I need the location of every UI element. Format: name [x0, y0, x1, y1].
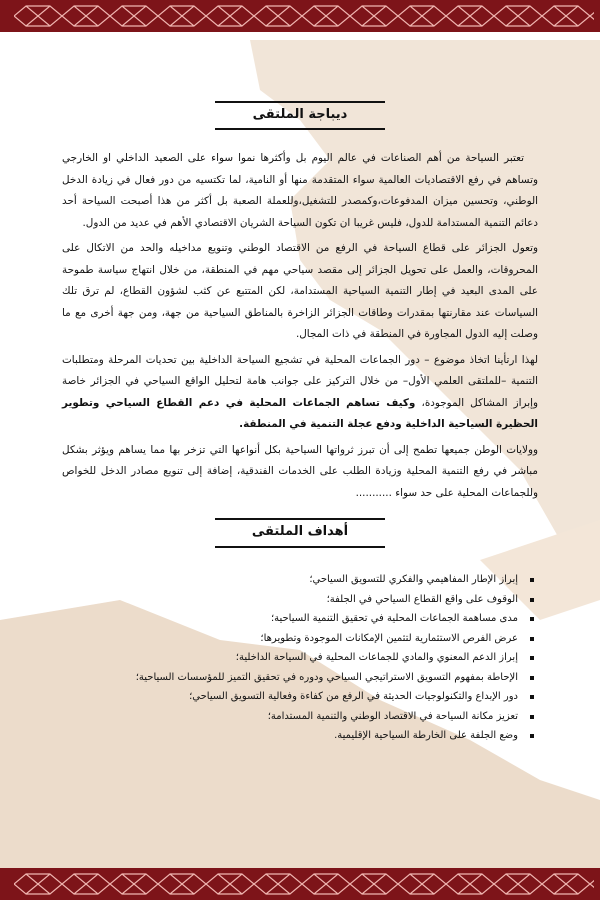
decorative-header-band [0, 0, 600, 32]
list-item: إبراز الإطار المفاهيمي والفكري للتسويق السياحي؛ [148, 570, 538, 590]
divider [215, 546, 385, 548]
triangle-pattern-icon [14, 4, 594, 28]
list-item: مدى مساهمة الجماعات المحلية في تحقيق التنمية السياحية؛ [148, 609, 538, 629]
list-item: إبراز الدعم المعنوي والمادي للجماعات المحلية في السياحة الداخلية؛ [148, 648, 538, 668]
list-item: الإحاطة بمفهوم التسويق الاستراتيجي السياحي ودوره في تحقيق التميز للمؤسسات السياحية؛ [148, 668, 538, 688]
section-title-objectives: أهداف الملتقى [251, 524, 349, 539]
triangle-pattern-icon [14, 872, 594, 896]
list-item: دور الإبداع والتكنولوجيات الحديثة في الرفع من كفاءة وفعالية التسويق السياحي؛ [148, 687, 538, 707]
list-item: وضع الجلفة على الخارطة السياحية الإقليمية. [148, 726, 538, 746]
paragraph: وولايات الوطن جميعها تطمح إلى أن تبرز ثرواتها السياحية بكل أنواعها التي تزخر بها مما يساهم ويؤثر بشكل مباشر في رفع التنمية المحلية وزيادة الطلب على الخدمات الفندقية، إضافة إلى تنويع مصادر الدخل للخواص وللجماعات المحلية على حد سواء ........... [62, 443, 538, 499]
paragraph-text: لهذا ارتأينا اتخاذ موضوع – دور الجماعات المحلية في تشجيع السياحة الداخلية بين تحديات المرحلة ومتطلبات التنمية –للملتقى العلمي الأول– من خلال التركيز على جوانب هامة لتحليل الواقع السياحي في الجزائر خاصة وإبراز المشاكل الموجودة، [62, 353, 538, 409]
divider [215, 101, 385, 103]
list-item: الوقوف على واقع القطاع السياحي في الجلفة؛ [148, 590, 538, 610]
section-title-preamble: ديباجة الملتقى [252, 107, 348, 122]
list-item: تعزيز مكانة السياحة في الاقتصاد الوطني والتنمية المستدامة؛ [148, 707, 538, 727]
decorative-footer-band [0, 868, 600, 900]
paragraph [62, 350, 538, 436]
paragraph: وتعول الجزائر على قطاع السياحة في الرفع من الاقتصاد الوطني وتنويع مداخيله والحد من الاتكال على المحروقات، والعمل على تحويل الجزائر إلى مقصد سياحي مهم في المنطقة، من خلال انتهاج سياسة طموحة على المدى البعيد في إطار التنمية السياحية المستدامة، لكن المتتبع عن كثب لشؤون القطاع، لم ترق تلك السياسات عند مقارنتها بمقدرات وطاقات الجزائر الزاخرة بالمناطق السياحية من جهة، ومن جهة أخرى مع ما وصلت إليه الدول المجاورة في المنطقة في ذات المجال. [62, 242, 538, 340]
paragraph-bold-text: وكيف تساهم الجماعات المحلية في دعم القطاع السياحي وتطوير الحظيرة السياحية الداخلية ودفع عجلة التنمية في المنطقة. [62, 396, 538, 430]
divider [215, 518, 385, 520]
list-item: عرض الفرص الاستثمارية لتثمين الإمكانات الموجودة وتطويرها؛ [148, 629, 538, 649]
objectives-list [135, 570, 538, 746]
divider [215, 128, 385, 130]
paragraph: تعتبر السياحة من أهم الصناعات في عالم اليوم بل وأكثرها نموا سواء على الصعيد الداخلي او الخارجي وتساهم في رفع الاقتصاديات العالمية سواء المتقدمة منها أو النامية، لما تكتسيه من دور فعال في زيادة الدخل الوطني، وتحسين ميزان المدفوعات،وكمصدر للتشغيل،وللعملة الصعبة بل أكثر من هذا أصبحت السياحة أحد دعائم التنمية المستدامة للدول، فليس غريبا ان تكون السياحة الشريان الاقتصادي الأهم في عديد من الدول. [62, 152, 538, 229]
preamble-body [62, 148, 538, 504]
